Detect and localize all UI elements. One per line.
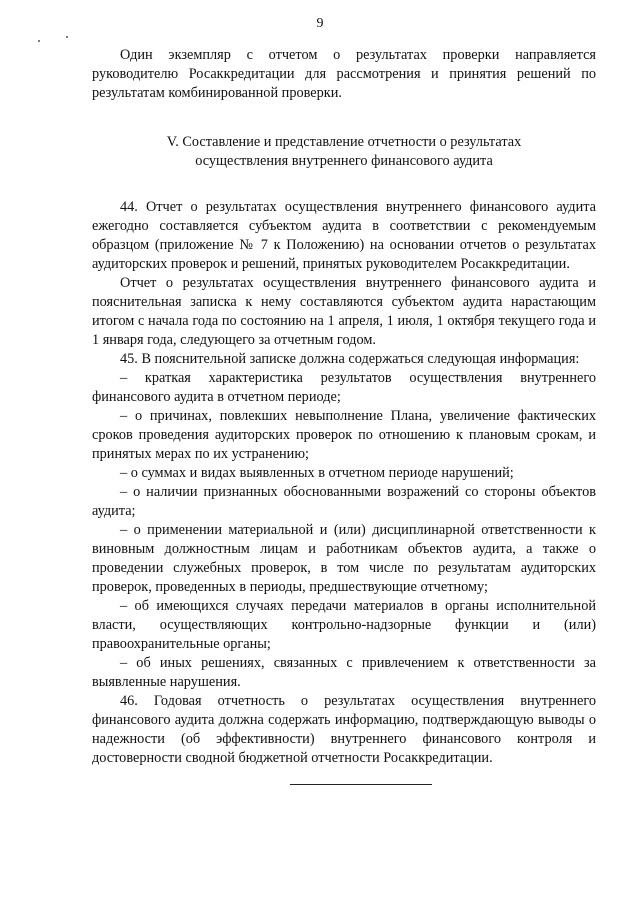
page-number: 9 (316, 16, 324, 31)
scan-speck (38, 40, 40, 42)
list-item: – о суммах и видах выявленных в отчетном периоде нарушений; (120, 465, 514, 481)
paragraph-45: 45. В пояснительной записке должна содержаться следующая информация: (120, 351, 580, 367)
list-item: – об имеющихся случаях передачи материалов в органы исполнительной власти, осуществляющих контрольно-надзорные функции и (или) правоохранительные органы; (92, 598, 596, 652)
section-heading-line-2: осуществления внутреннего финансового аудита (195, 153, 493, 169)
paragraph-44-continued: Отчет о результатах осуществления внутреннего финансового аудита и пояснительная записка к нему составляются субъектом аудита нарастающим итогом с начала года по состоянию на 1 апреля, 1 июля, 1 октября текущего года и 1 января года, следующего за отчетным годом. (92, 275, 596, 348)
document-body (92, 46, 596, 768)
list-item: – о наличии признанных обоснованными возражений со стороны объектов аудита; (92, 484, 596, 519)
section-heading (92, 133, 596, 171)
paragraph-44: 44. Отчет о результатах осуществления внутреннего финансового аудита ежегодно составляется субъектом аудита в соответствии с рекомендуемым образцом (приложение № 7 к Положению) на основании отчетов о результатах аудиторских проверок и решений, принятых руководителем Росаккредитации. (92, 199, 596, 272)
end-separator-line (290, 784, 432, 785)
list-item: – краткая характеристика результатов осуществления внутреннего финансового аудита в отчетном периоде; (92, 370, 596, 405)
list-item: – о применении материальной и (или) дисциплинарной ответственности к виновным должностным лицам и работникам объектов аудита, а также о проведении служебных проверок, в том числе по результатам аудиторских проверок, проведенных в периоды, предшествующие отчетному; (92, 522, 596, 595)
section-heading-line-1: V. Составление и представление отчетности о результатах (166, 134, 522, 150)
scan-speck (66, 36, 68, 38)
intro-paragraph: Один экземпляр с отчетом о результатах проверки направляется руководителю Росаккредитации для рассмотрения и принятия решений по результатам комбинированной проверки. (92, 47, 596, 101)
paragraph-46: 46. Годовая отчетность о результатах осуществления внутреннего финансового аудита должна содержать информацию, подтверждающую выводы о надежности (об эффективности) внутреннего финансового контроля и достоверности сводной бюджетной отчетности Росаккредитации. (92, 693, 596, 766)
list-item: – о причинах, повлекших невыполнение Плана, увеличение фактических сроков проведения аудиторских проверок по отношению к плановым срокам, и принятых мерах по их устранению; (92, 408, 596, 462)
list-item: – об иных решениях, связанных с привлечением к ответственности за выявленные нарушения. (92, 655, 596, 690)
